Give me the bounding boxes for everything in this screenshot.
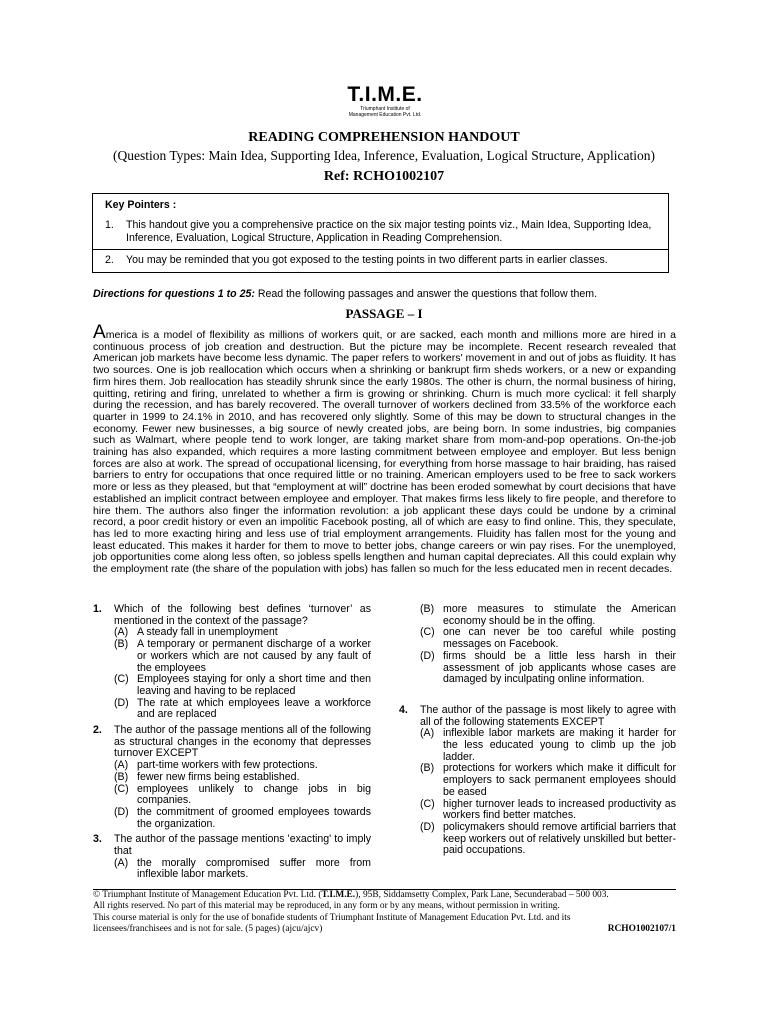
key-pointer-item [105, 219, 653, 247]
handout-ref: Ref: RCHO1002107 [323, 169, 445, 184]
footer-rights: All rights reserved. No part of this material may be reproduced, in any form or by any means, without permission in writing. [93, 901, 560, 912]
footer-license: licensees/franchisees and is not for sale. (5 pages) (ajcu/ajcv) [93, 924, 323, 935]
logo-subtext-1: Triumphant Institute of [360, 106, 410, 112]
option-text: more measures to stimulate the American economy should be in the offing. [443, 603, 676, 627]
answer-option[interactable] [114, 858, 371, 881]
question-stem: Which of the following best defines ‘turnover’ as mentioned in the context of the passage? [114, 603, 371, 627]
questions-right-column [399, 604, 676, 857]
time-logo [347, 84, 423, 118]
key-pointer-number: 1. [105, 219, 114, 231]
answer-option[interactable] [420, 799, 676, 822]
spacer [399, 686, 676, 705]
option-text: the commitment of groomed employees towards the organization. [137, 805, 371, 830]
option-text: firms should be a little less harsh in their assessment of job applicants whose cases are damaged by inculpating online information. [443, 649, 676, 686]
option-label: (D) [420, 820, 435, 833]
key-pointer-item [105, 254, 653, 268]
footer-copyright-pre: © Triumphant Institute of Management Education Pvt. Ltd. ( [93, 890, 322, 900]
answer-option[interactable] [420, 651, 676, 686]
answer-option[interactable] [420, 763, 676, 798]
option-label: (C) [420, 797, 435, 810]
answer-option[interactable] [420, 822, 676, 857]
directions-label: Directions for questions 1 to 25: [93, 288, 255, 300]
question-number: 2. [93, 724, 102, 737]
option-text: The rate at which employees leave a workforce and are replaced [137, 696, 371, 721]
footer-page-ref: RCHO1002107/1 [607, 924, 676, 935]
option-text: the morally compromised suffer more from inflexible labor markets. [137, 856, 371, 881]
answer-option[interactable] [114, 674, 371, 697]
option-label: (B) [420, 603, 435, 615]
option-text: policymakers should remove artificial barriers that keep workers out of relatively unskilled but better-paid occupations. [443, 820, 676, 857]
option-text: inflexible labor markets are making it harder for the less educated young to climb up the job ladder. [443, 727, 676, 763]
footer-copyright [93, 890, 676, 901]
footer [93, 890, 676, 936]
handout-title: READING COMPREHENSION HANDOUT [248, 130, 520, 145]
question-stem: The author of the passage mentions 'exacting' to imply that [114, 833, 371, 858]
answer-option[interactable] [114, 784, 371, 807]
questions-left-column [93, 604, 371, 881]
option-text: part-time workers with few protections. [137, 759, 318, 772]
option-text: protections for workers which make it difficult for employers to sack permanent employees should be eased [443, 762, 676, 798]
answer-option[interactable] [420, 604, 676, 627]
question-number: 1. [93, 603, 102, 615]
option-text: fewer new firms being established. [137, 770, 300, 783]
logo-text: T.I.M.E. [347, 83, 423, 106]
footer-last-line [93, 924, 676, 935]
option-label: (B) [420, 762, 435, 775]
option-text: A steady fall in unemployment [137, 626, 278, 639]
option-label: (C) [420, 626, 435, 639]
passage-text: merica is a model of flexibility as millions of workers quit, or are sacked, each month and millions more are hired in a continuous process of job creation and destruction. But the picture may be incomplete. Recent research revealed that American job markets have become less dynamic. The paper refers to workers' movement in and out of jobs as fluidity. It has two sources. One is job reallocation which occurs when a shrinking or bankrupt firm sheds workers, or a new or expanding firm hires them. Job reallocation has steadily shrunk since the early 1980s. The other is churn, the normal business of hiring, quitting, retiring and firing, unrelated to whether a firm is growing or shrinking. Churn is much more cyclical: it fell sharply during the recession, and has barely recovered. The overall turnover of workers declined from 33.5% of the workforce each quarter in 1999 to 24.1% in 2010, and has recovered only slightly. Some of this may be down to structural changes in the economy. Fewer new businesses, a big source of newly created jobs, are being born. In some industries, big companies such as Walmart, where people tend to work longer, are taking market share from mom-and-pop operations. On-the-job training has also expanded, which requires a more lasting commitment between employee and employer. But less benign forces are also at work. The spread of occupational licensing, for everything from horse massage to hair braiding, has raised barriers to entry for occupations that once required little or no training. American employers used to be free to sack workers more or less as they pleased, but that “employment at will” doctrine has been eroded somewhat by court decisions that have established an implicit contract between employee and employer. That makes firms less likely to fire people, and therefore to hire them. The authors also finger the information revolution: a job applicant these days could be undone by a criminal record, a poor credit history or even an impolitic Facebook posting, all of which are easy to find online. This, they speculate, has led to more exacting hiring and less use of trial employment arrangements. Fluidity has fallen most for the young and least educated. This makes it harder for them to move to better jobs, change careers or win pay rises. For the unemployed, job opportunities come along less often, so jobless spells lengthen and human capital depreciates. All this could explain why the employment rate (the share of the population with jobs) has fallen so much for the less educated men in recent decades. [93, 329, 676, 576]
question-2 [93, 725, 371, 830]
handout-subtitle: (Question Types: Main Idea, Supporting Idea, Inference, Evaluation, Logical Structure, Application) [112, 148, 656, 163]
footer-usage: This course material is only for the use of bonafide students of Triumphant Institute of Management Education Pvt. Ltd. and its [93, 912, 571, 923]
key-pointers-box [92, 193, 669, 273]
answer-option[interactable] [114, 807, 371, 830]
option-text: A temporary or permanent discharge of a worker or workers which are not caused by any fault of the employees [137, 638, 371, 674]
option-label: (D) [420, 649, 435, 662]
answer-option[interactable] [114, 698, 371, 721]
option-label: (C) [114, 782, 129, 795]
passage-heading: PASSAGE – I [345, 306, 423, 321]
option-text: higher turnover leads to increased productivity as workers find better matches. [443, 797, 676, 822]
passage-body [93, 322, 676, 576]
directions [93, 288, 683, 300]
option-label: (A) [114, 626, 129, 639]
question-stem: The author of the passage mentions all of the following as structural changes in the economy that depresses turnover EXCEPT [114, 724, 371, 760]
key-pointer-text: This handout give you a comprehensive practice on the six major testing points viz., Main Idea, Supporting Idea, Inference, Evaluation, Logical Structure, Application in Reading Comprehension. [126, 219, 652, 245]
key-pointers-divider [93, 249, 668, 250]
question-3-continued [399, 604, 676, 686]
answer-option[interactable] [114, 639, 371, 674]
question-1 [93, 604, 371, 721]
question-number: 4. [399, 703, 408, 716]
footer-address: ), 95B, Siddamsetty Complex, Park Lane, Secunderabad – 500 003. [355, 890, 609, 900]
option-text: employees unlikely to change jobs in big companies. [137, 782, 371, 807]
key-pointer-number: 2. [105, 254, 114, 266]
answer-option[interactable] [420, 627, 676, 650]
key-pointer-text: You may be reminded that you got exposed to the testing points in two different parts in earlier classes. [126, 254, 608, 266]
option-label: (A) [114, 856, 129, 869]
option-label: (D) [114, 696, 129, 709]
key-pointers-heading: Key Pointers : [105, 199, 177, 211]
option-label: (A) [114, 759, 129, 772]
option-label: (C) [114, 673, 129, 686]
question-number: 3. [93, 833, 102, 846]
passage-dropcap: A [93, 322, 106, 343]
option-label: (B) [114, 638, 129, 651]
option-label: (B) [114, 770, 129, 783]
option-label: (D) [114, 805, 129, 818]
option-label: (A) [420, 727, 435, 740]
footer-brand: T.I.M.E. [321, 890, 356, 900]
question-stem: The author of the passage is most likely to agree with all of the following statements EXCEPT [420, 703, 676, 728]
logo-subtext-2: Management Education Pvt. Ltd. [348, 112, 422, 118]
question-4 [399, 705, 676, 857]
option-text: one can never be too careful while posting messages on Facebook. [443, 626, 676, 651]
option-text: Employees staying for only a short time and then leaving and having to be replaced [137, 673, 371, 697]
answer-option[interactable] [420, 728, 676, 763]
question-3 [93, 834, 371, 881]
directions-text: Read the following passages and answer the questions that follow them. [254, 288, 598, 300]
